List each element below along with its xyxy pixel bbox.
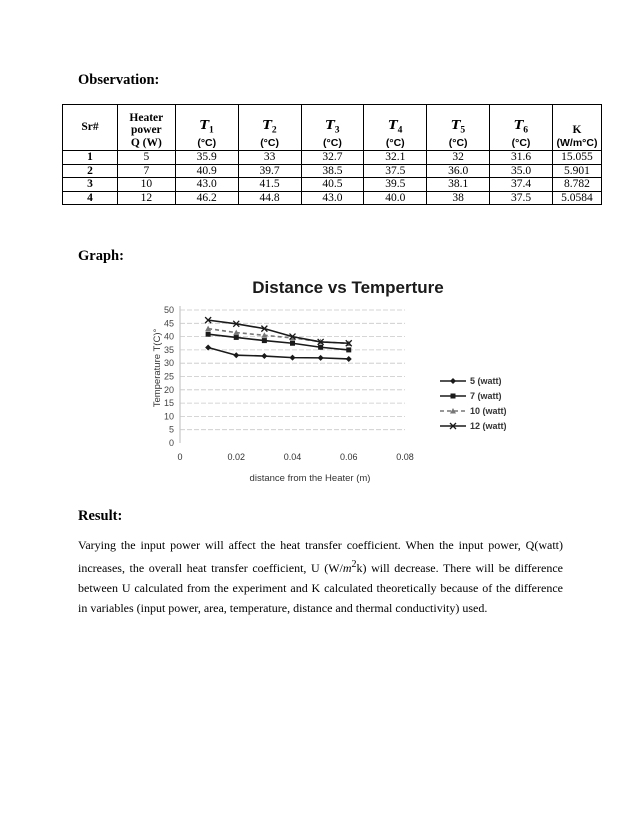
table-cell: 46.2: [175, 191, 238, 205]
k-unit: (W/m°C): [556, 136, 598, 149]
table-cell: 5.0584: [552, 191, 601, 205]
data-point: [290, 355, 296, 361]
table-cell: 3: [63, 178, 118, 192]
table-cell: 2: [63, 164, 118, 178]
table-cell: 36.0: [427, 164, 490, 178]
x-tick-label: 0: [177, 452, 183, 462]
x-tick-label: 0.06: [339, 452, 358, 462]
table-cell: 35.9: [175, 151, 238, 165]
t4-unit: (°C): [385, 136, 405, 149]
y-tick-labels: [164, 305, 174, 448]
table-cell: 32.7: [301, 151, 364, 165]
col-header-k: [552, 105, 601, 151]
col-header-t2: [238, 105, 301, 151]
data-point: [290, 341, 295, 346]
table-cell: 35.0: [490, 164, 553, 178]
table-cell: 1: [63, 151, 118, 165]
legend-label: 7 (watt): [470, 391, 502, 401]
data-point: [233, 352, 239, 358]
table-row: [63, 164, 602, 178]
col-header-heater-line1: Heater: [129, 111, 164, 124]
data-point: [450, 378, 456, 384]
chart-legend: [440, 376, 507, 431]
y-tick-label: 40: [163, 331, 174, 342]
result-unit-m: m: [342, 561, 352, 575]
table-cell: 5: [117, 151, 175, 165]
col-header-t1: [175, 105, 238, 151]
t1-unit: (°C): [197, 136, 217, 149]
t4-subscript: 4: [397, 124, 403, 135]
table-cell: 40.9: [175, 164, 238, 178]
table-cell: 31.6: [490, 151, 553, 165]
table-cell: 32: [427, 151, 490, 165]
t2-unit: (°C): [260, 136, 279, 149]
result-paragraph: [78, 535, 563, 618]
x-tick-label: 0.04: [283, 452, 302, 462]
col-header-heater-line3: Q (W): [130, 136, 162, 149]
y-tick-label: 15: [163, 398, 174, 409]
table-cell: 39.5: [364, 178, 427, 192]
data-point: [262, 338, 267, 343]
table-cell: 37.5: [490, 191, 553, 205]
col-header-sr-text: Sr#: [81, 120, 99, 133]
col-header-sr: [63, 105, 118, 151]
x-tick-label: 0.08: [396, 452, 414, 462]
graph-heading: Graph:: [78, 248, 124, 264]
table-cell: 40.5: [301, 178, 364, 192]
t1-symbol: T: [199, 116, 209, 132]
data-point: [318, 355, 324, 361]
t6-symbol: T: [513, 116, 524, 132]
data-point: [234, 335, 239, 340]
t4-symbol: T: [388, 116, 398, 132]
y-axis-label: Temperature T(C)°: [152, 328, 163, 408]
result-text-part1: Varying the input power will affect the heat transfer coefficient. When the input power, Q(watt) increases, the overall heat transfer coefficient, U (W/: [78, 538, 563, 575]
table-cell: 43.0: [301, 191, 364, 205]
y-tick-label: 0: [168, 438, 174, 448]
t2-symbol: T: [262, 116, 272, 132]
t2-subscript: 2: [271, 124, 277, 135]
table-cell: 5.901: [552, 164, 601, 178]
y-tick-label: 5: [168, 424, 174, 435]
table-cell: 41.5: [238, 178, 301, 192]
t3-symbol: T: [325, 116, 335, 132]
x-axis-label: distance from the Heater (m): [249, 473, 371, 484]
t6-unit: (°C): [511, 136, 531, 149]
chart-series: [205, 317, 352, 362]
table-row: [63, 191, 602, 205]
table-cell: 10: [117, 178, 175, 192]
t5-symbol: T: [451, 116, 461, 132]
table-header-row: [63, 105, 602, 151]
table-cell: 37.4: [490, 178, 553, 192]
k-symbol: K: [572, 124, 582, 136]
table-cell: 4: [63, 191, 118, 205]
data-point: [346, 356, 352, 362]
table-row: [63, 151, 602, 165]
y-tick-label: 50: [163, 305, 174, 315]
chart-gridlines: [180, 306, 405, 443]
table-cell: 40.0: [364, 191, 427, 205]
x-tick-label: 0.02: [227, 452, 246, 462]
table-row: [63, 178, 602, 192]
t6-subscript: 6: [523, 124, 529, 135]
table-cell: 39.7: [238, 164, 301, 178]
chart-title: Distance vs Temperture: [252, 278, 444, 297]
data-point: [346, 347, 351, 352]
legend-label: 10 (watt): [470, 406, 507, 416]
t1-subscript: 1: [208, 124, 214, 135]
table-cell: 33: [238, 151, 301, 165]
observation-table: [62, 104, 602, 205]
y-tick-label: 30: [163, 358, 174, 369]
t5-unit: (°C): [448, 136, 468, 149]
y-tick-label: 35: [163, 344, 174, 355]
table-cell: 8.782: [552, 178, 601, 192]
legend-label: 12 (watt): [470, 421, 507, 431]
t3-unit: (°C): [323, 136, 342, 149]
t5-subscript: 5: [460, 124, 466, 135]
data-point: [261, 353, 267, 359]
x-tick-labels: [177, 452, 413, 462]
table-cell: 38.1: [427, 178, 490, 192]
table-cell: 15.055: [552, 151, 601, 165]
result-heading: Result:: [78, 508, 123, 524]
col-header-t4: [364, 105, 427, 151]
series-line: [208, 348, 349, 359]
table-cell: 43.0: [175, 178, 238, 192]
observation-heading: Observation:: [78, 72, 160, 88]
table-cell: 38: [427, 191, 490, 205]
table-cell: 32.1: [364, 151, 427, 165]
col-header-t5: [427, 105, 490, 151]
y-tick-label: 20: [163, 384, 174, 395]
table-cell: 7: [117, 164, 175, 178]
col-header-heater-line2: power: [131, 124, 162, 136]
t3-subscript: 3: [334, 124, 340, 135]
legend-label: 5 (watt): [470, 376, 502, 386]
result-unit-exponent: 2: [351, 559, 357, 570]
table-cell: 12: [117, 191, 175, 205]
distance-temperature-chart: [140, 268, 540, 493]
table-cell: 44.8: [238, 191, 301, 205]
result-unit-k: k): [356, 561, 367, 575]
col-header-t3: [301, 105, 364, 151]
y-tick-label: 10: [163, 411, 174, 422]
col-header-heater-power: [117, 105, 175, 151]
y-tick-label: 45: [163, 318, 174, 329]
result-text-part2: will decrease. There will be difference between U calculated from the experiment and K calculated theoretically because of the difference in variables (input power, area, temperature, distance and thermal conductivity) used.: [78, 561, 563, 615]
data-point: [451, 394, 456, 399]
col-header-t6: [490, 105, 553, 151]
data-point: [318, 345, 323, 350]
data-point: [206, 332, 211, 337]
table-cell: 37.5: [364, 164, 427, 178]
y-tick-label: 25: [163, 371, 174, 382]
table-cell: 38.5: [301, 164, 364, 178]
